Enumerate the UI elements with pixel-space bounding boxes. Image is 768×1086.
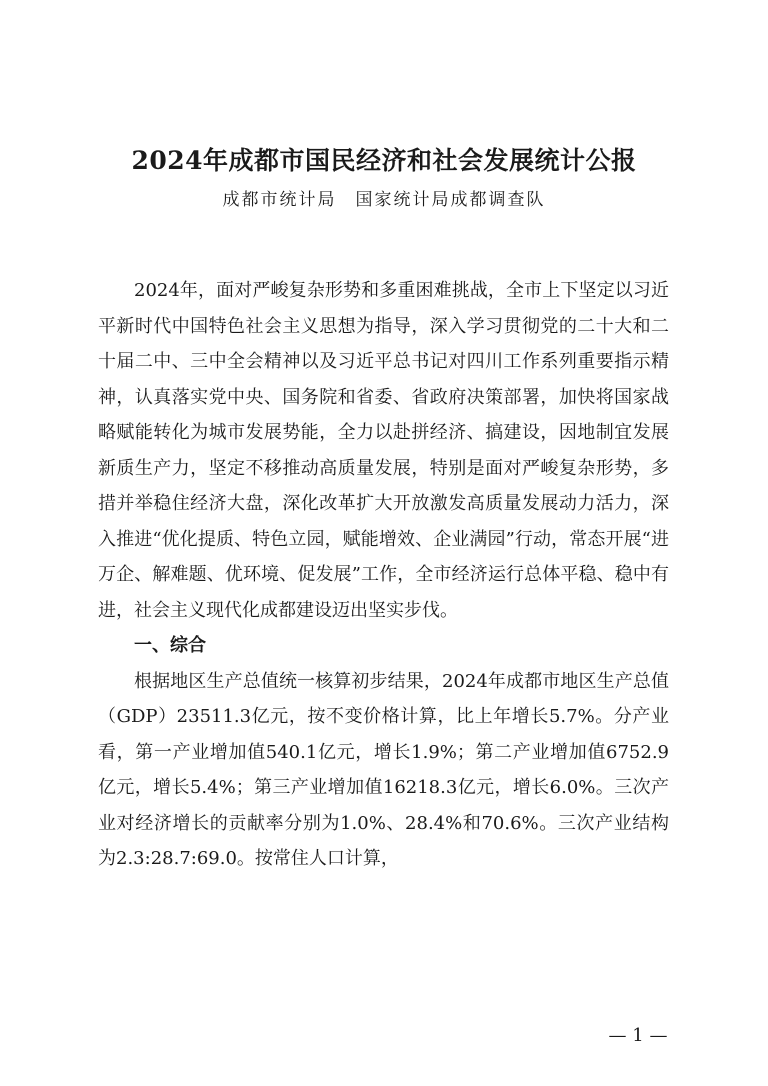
page-number: — 1 — [608, 1025, 668, 1046]
document-body [98, 273, 669, 877]
document-subtitle: 成都市统计局 国家统计局成都调查队 [222, 190, 546, 210]
intro-paragraph: 2024年，面对严峻复杂形势和多重困难挑战，全市上下坚定以习近平新时代中国特色社会主义思想为指导，深入学习贯彻党的二十大和二十届二中、三中全会精神以及习近平总书记对四川工作系列重要指示精神，认真落实党中央、国务院和省委、省政府决策部署，加快将国家战略赋能转化为城市发展势能，全力以赴拼经济、搞建设，因地制宜发展新质生产力，坚定不移推动高质量发展，特别是面对严峻复杂形势，多措并举稳住经济大盘，深化改革扩大开放激发高质量发展动力活力，深入推进“优化提质、特色立园，赋能增效、企业满园”行动，常态开展“进万企、解难题、优环境、促发展”工作，全市经济运行总体平稳、稳中有进，社会主义现代化成都建设迈出坚实步伐。 [98, 280, 669, 621]
overview-paragraph: 根据地区生产总值统一核算初步结果，2024年成都市地区生产总值（GDP）23511.3亿元，按不变价格计算，比上年增长5.7%。分产业看，第一产业增加值540.1亿元，增长1.9%；第二产业增加值6752.9亿元，增长5.4%；第三产业增加值16218.3亿元，增长6.0%。三次产业对经济增长的贡献率分别为1.0%、28.4%和70.6%。三次产业结构为2.3:28.7:69.0。按常住人口计算， [98, 670, 669, 869]
section-heading-overview: 一、综合 [134, 635, 206, 656]
document-title: 2024年成都市国民经济和社会发展统计公报 [131, 146, 637, 175]
